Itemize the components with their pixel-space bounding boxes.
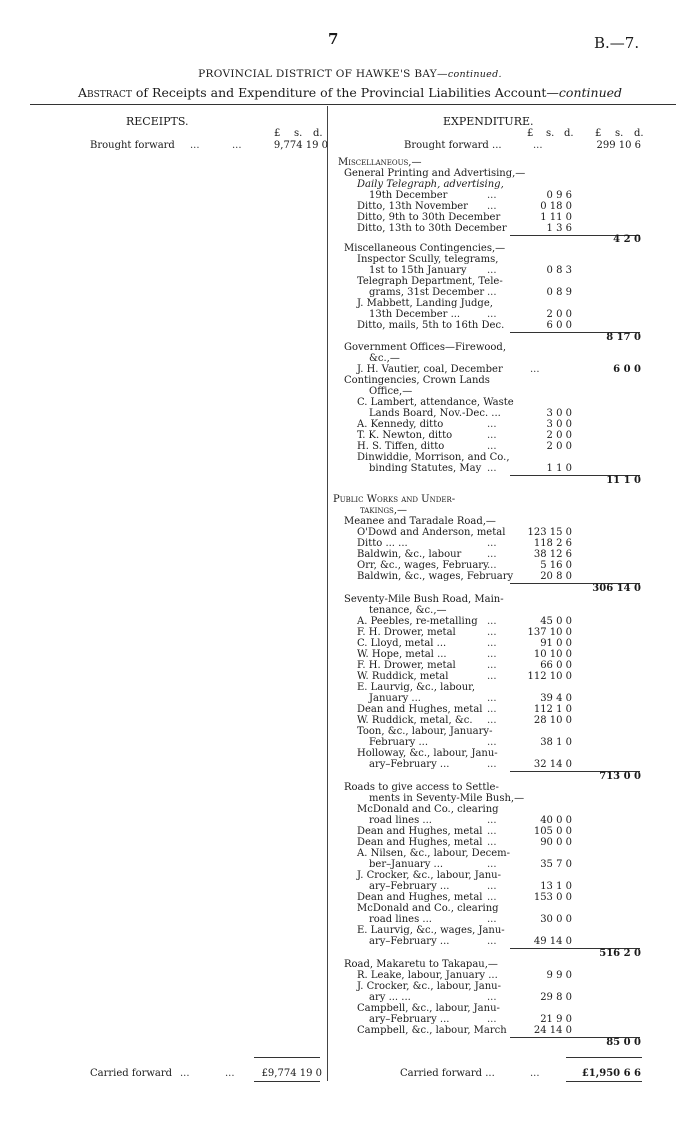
section-total: 306 14 0 xyxy=(592,583,641,594)
leader-dots: ... xyxy=(487,914,497,925)
entry-description: 19th December xyxy=(369,190,448,201)
expenditure-carried-forward-label: Carried forward ... xyxy=(400,1068,495,1079)
entry-description: McDonald and Co., clearing xyxy=(357,903,499,914)
entry-description: Baldwin, &c., labour xyxy=(357,549,462,560)
leader-dots: ... xyxy=(487,715,497,726)
entry-amount: 1 11 0 xyxy=(540,212,572,223)
entry-description: Roads to give access to Settle- xyxy=(344,782,499,793)
entry-description: E. Laurvig, &c., wages, Janu- xyxy=(357,925,505,936)
entry-amount: 21 9 0 xyxy=(540,1014,572,1025)
entry-amount: 6 0 0 xyxy=(546,320,572,331)
leader-dots: ... xyxy=(487,759,497,770)
expenditure-total-rule xyxy=(566,1057,642,1058)
entry-description: binding Statutes, May xyxy=(369,463,482,474)
leader-dots: ... xyxy=(487,287,497,298)
leader-dots: ... xyxy=(180,1068,190,1079)
leader-dots: ... xyxy=(487,419,497,430)
entry-description: &c.,— xyxy=(369,353,400,364)
entry-description: Orr, &c., wages, February xyxy=(357,560,489,571)
amount-text: 9,774 19 0 xyxy=(273,140,328,151)
section-total: 85 0 0 xyxy=(606,1037,641,1048)
column-divider xyxy=(327,106,328,1081)
subtitle-abstract: Abstract xyxy=(77,85,132,100)
entry-amount: 0 18 0 xyxy=(540,201,572,212)
entry-description: ary–February ... xyxy=(369,881,450,892)
entry-description: Ditto, mails, 5th to 16th Dec. xyxy=(357,320,505,331)
entry-description: Inspector Scully, telegrams, xyxy=(357,254,499,265)
entry-description: Seventy-Mile Bush Road, Main- xyxy=(344,594,504,605)
entry-description: Holloway, &c., labour, Janu- xyxy=(357,748,498,759)
entry-amount: 90 0 0 xyxy=(540,837,572,848)
entry-description: A. Nilsen, &c., labour, Decem- xyxy=(357,848,510,859)
entry-amount: 66 0 0 xyxy=(540,660,572,671)
leader-dots: ... xyxy=(487,815,497,826)
leader-dots: ... xyxy=(487,549,497,560)
entry-description: Ditto ... ... xyxy=(357,538,408,549)
document-title xyxy=(0,68,700,80)
entry-amount: 32 14 0 xyxy=(533,759,572,770)
leader-dots: ... xyxy=(487,693,497,704)
entry-amount: 29 8 0 xyxy=(540,992,572,1003)
expenditure-heading: EXPENDITURE. xyxy=(443,115,534,128)
amount-text: 299 10 6 xyxy=(596,140,641,151)
document-subtitle xyxy=(0,85,700,100)
entry-description: J. Crocker, &c., labour, Janu- xyxy=(357,981,501,992)
entry-amount: 1 1 0 xyxy=(546,463,572,474)
entry-amount: 30 0 0 xyxy=(540,914,572,925)
title-main: PROVINCIAL DISTRICT OF HAWKE'S BAY— xyxy=(198,68,448,80)
leader-dots: ... xyxy=(487,1014,497,1025)
leader-dots: ... xyxy=(487,859,497,870)
document-reference: B.—7. xyxy=(594,34,640,52)
entry-description: Baldwin, &c., wages, February xyxy=(357,571,514,582)
expenditure-carried-forward-total xyxy=(582,1068,641,1079)
leader-dots: ... xyxy=(487,826,497,837)
entry-description: W. Hope, metal ... xyxy=(357,649,447,660)
entry-description: Ditto, 13th November xyxy=(357,201,468,212)
section-total: 8 17 0 xyxy=(606,332,641,343)
entry-description: January ... xyxy=(369,693,421,704)
entry-description: O'Dowd and Anderson, metal xyxy=(357,527,506,538)
entry-amount: 5 16 0 xyxy=(540,560,572,571)
entry-description: grams, 31st December xyxy=(369,287,485,298)
amount-text: £9,774 19 0 xyxy=(261,1068,322,1079)
entry-amount: 112 1 0 xyxy=(533,704,572,715)
receipts-total-rule xyxy=(254,1057,320,1058)
exp-col-total-pence: d. xyxy=(634,128,644,139)
entry-amount: 39 4 0 xyxy=(540,693,572,704)
leader-dots: ... xyxy=(487,201,497,212)
receipts-carried-forward-label: Carried forward xyxy=(90,1068,173,1079)
expenditure-brought-forward-total xyxy=(596,140,641,151)
entry-amount: 10 10 0 xyxy=(533,649,572,660)
entry-description: ary–February ... xyxy=(369,759,450,770)
entry-amount: 2 0 0 xyxy=(546,430,572,441)
leader-dots: ... xyxy=(487,660,497,671)
subtitle-main: of Receipts and Expenditure of the Provincial Liabilities Account— xyxy=(131,85,559,100)
receipts-carried-forward-amount xyxy=(262,1068,322,1079)
entry-description: C. Lambert, attendance, Waste xyxy=(357,397,514,408)
leader-dots: ... xyxy=(530,1068,540,1079)
entry-description: Dean and Hughes, metal xyxy=(357,837,483,848)
leader-dots: ... xyxy=(487,638,497,649)
entry-description: 13th December ... xyxy=(369,309,461,320)
entry-description: Lands Board, Nov.-Dec. ... xyxy=(369,408,501,419)
title-continued: continued. xyxy=(447,69,502,80)
subtitle-continued: continued xyxy=(558,85,623,100)
leader-dots: ... xyxy=(487,616,497,627)
entry-description: road lines ... xyxy=(369,914,432,925)
entry-description: Ditto, 9th to 30th December xyxy=(357,212,501,223)
leader-dots: ... xyxy=(487,627,497,638)
entry-description: F. H. Drower, metal xyxy=(357,627,456,638)
entry-description: ary–February ... xyxy=(369,1014,450,1025)
entry-amount: 49 14 0 xyxy=(533,936,572,947)
entry-description: Daily Telegraph, advertising, xyxy=(357,179,504,190)
entry-amount: 35 7 0 xyxy=(540,859,572,870)
leader-dots: ... xyxy=(190,140,200,151)
entry-amount: 2 0 0 xyxy=(546,441,572,452)
exp-col-total-shillings: s. xyxy=(615,128,624,139)
entry-amount: 9 9 0 xyxy=(546,970,572,981)
receipts-brought-forward-amount xyxy=(274,140,328,151)
entry-amount: 2 0 0 xyxy=(546,309,572,320)
entry-description: road lines ... xyxy=(369,815,432,826)
expenditure-total-rule-bottom xyxy=(566,1081,642,1082)
entry-description: Ditto, 13th to 30th December xyxy=(357,223,507,234)
receipts-col-pence: d. xyxy=(313,128,323,139)
entry-description: E. Laurvig, &c., labour, xyxy=(357,682,476,693)
section-total: 713 0 0 xyxy=(599,771,641,782)
entry-description: J. H. Vautier, coal, December xyxy=(357,364,503,375)
entry-description: Campbell, &c., labour, Janu- xyxy=(357,1003,500,1014)
entry-description: Miscellaneous Contingencies,— xyxy=(344,243,506,254)
section-total: 516 2 0 xyxy=(599,948,641,959)
header-rule xyxy=(30,104,676,105)
entry-description: ber–January ... xyxy=(369,859,444,870)
entry-description: T. K. Newton, ditto xyxy=(357,430,453,441)
entry-amount: 40 0 0 xyxy=(540,815,572,826)
entry-amount: 118 2 6 xyxy=(533,538,572,549)
section-total: 4 2 0 xyxy=(613,234,641,245)
leader-dots: ... xyxy=(530,364,540,375)
leader-dots: ... xyxy=(487,649,497,660)
entry-amount: 24 14 0 xyxy=(533,1025,572,1036)
entry-description: Dean and Hughes, metal xyxy=(357,826,483,837)
leader-dots: ... xyxy=(533,140,543,151)
entry-amount: 28 10 0 xyxy=(533,715,572,726)
leader-dots: ... xyxy=(487,463,497,474)
leader-dots: ... xyxy=(487,704,497,715)
entry-description: W. Ruddick, metal xyxy=(357,671,449,682)
leader-dots: ... xyxy=(487,560,497,571)
section-total: 11 1 0 xyxy=(606,475,641,486)
entry-description: Office,— xyxy=(369,386,413,397)
entry-description: February ... xyxy=(369,737,429,748)
entry-description: Toon, &c., labour, January- xyxy=(357,726,493,737)
leader-dots: ... xyxy=(487,992,497,1003)
leader-dots: ... xyxy=(487,190,497,201)
entry-amount: 1 3 6 xyxy=(546,223,572,234)
entry-description: Dean and Hughes, metal xyxy=(357,704,483,715)
entry-description: Public Works and Under- xyxy=(333,494,456,505)
receipts-col-pounds: £ xyxy=(274,128,281,139)
exp-col-pence: d. xyxy=(564,128,574,139)
leader-dots: ... xyxy=(487,936,497,947)
entry-description: McDonald and Co., clearing xyxy=(357,804,499,815)
entry-amount: 0 9 6 xyxy=(546,190,572,201)
entry-amount: 0 8 9 xyxy=(546,287,572,298)
leader-dots: ... xyxy=(487,737,497,748)
entry-description: W. Ruddick, metal, &c. xyxy=(357,715,473,726)
receipts-brought-forward-label: Brought forward xyxy=(90,140,175,151)
entry-description: Dean and Hughes, metal xyxy=(357,892,483,903)
entry-amount: 0 8 3 xyxy=(546,265,572,276)
entry-description: A. Peebles, re-metalling xyxy=(357,616,478,627)
entry-amount: 3 0 0 xyxy=(546,419,572,430)
entry-description: Government Offices—Firewood, xyxy=(344,342,507,353)
leader-dots: ... xyxy=(487,671,497,682)
entry-amount: 105 0 0 xyxy=(533,826,572,837)
entry-description: Dinwiddie, Morrison, and Co., xyxy=(357,452,510,463)
entry-amount: 38 12 6 xyxy=(533,549,572,560)
entry-amount: 20 8 0 xyxy=(540,571,572,582)
entry-description: Miscellaneous,— xyxy=(338,157,422,168)
leader-dots: ... xyxy=(487,892,497,903)
entry-amount: 3 0 0 xyxy=(546,408,572,419)
entry-description: Road, Makaretu to Takapau,— xyxy=(344,959,498,970)
leader-dots: ... xyxy=(487,441,497,452)
exp-col-pounds: £ xyxy=(527,128,534,139)
section-total: 6 0 0 xyxy=(613,364,641,375)
entry-amount: 13 1 0 xyxy=(540,881,572,892)
entry-description: ments in Seventy-Mile Bush,— xyxy=(369,793,525,804)
entry-description: R. Leake, labour, January ... xyxy=(357,970,498,981)
entry-description: General Printing and Advertising,— xyxy=(344,168,526,179)
entry-description: ary–February ... xyxy=(369,936,450,947)
entry-description: 1st to 15th January xyxy=(369,265,467,276)
exp-col-shillings: s. xyxy=(546,128,555,139)
entry-amount: 45 0 0 xyxy=(540,616,572,627)
entry-description: H. S. Tiffen, ditto xyxy=(357,441,445,452)
entry-description: F. H. Drower, metal xyxy=(357,660,456,671)
entry-description: takings,— xyxy=(360,505,408,516)
entry-description: Meanee and Taradale Road,— xyxy=(344,516,496,527)
entry-description: J. Mabbett, Landing Judge, xyxy=(357,298,493,309)
entry-amount: 137 10 0 xyxy=(527,627,572,638)
entry-description: C. Lloyd, metal ... xyxy=(357,638,447,649)
receipts-heading: RECEIPTS. xyxy=(126,115,189,128)
entry-description: Telegraph Department, Tele- xyxy=(357,276,503,287)
page-number: 7 xyxy=(328,30,339,48)
entry-amount: 112 10 0 xyxy=(527,671,572,682)
exp-col-total-pounds: £ xyxy=(595,128,602,139)
entry-amount: 153 0 0 xyxy=(533,892,572,903)
entry-description: Contingencies, Crown Lands xyxy=(344,375,490,386)
leader-dots: ... xyxy=(487,881,497,892)
amount-text: £1,950 6 6 xyxy=(581,1068,641,1079)
leader-dots: ... xyxy=(487,538,497,549)
entry-amount: 38 1 0 xyxy=(540,737,572,748)
receipts-col-shillings: s. xyxy=(294,128,303,139)
entry-description: ary ... ... xyxy=(369,992,411,1003)
entry-description: tenance, &c.,— xyxy=(369,605,447,616)
expenditure-brought-forward-label: Brought forward ... xyxy=(404,140,502,151)
leader-dots: ... xyxy=(487,309,497,320)
entry-amount: 123 15 0 xyxy=(527,527,572,538)
entry-description: A. Kennedy, ditto xyxy=(357,419,444,430)
leader-dots: ... xyxy=(225,1068,235,1079)
receipts-total-rule-bottom xyxy=(254,1081,320,1082)
leader-dots: ... xyxy=(487,430,497,441)
entry-description: Campbell, &c., labour, March xyxy=(357,1025,507,1036)
leader-dots: ... xyxy=(487,837,497,848)
entry-description: J. Crocker, &c., labour, Janu- xyxy=(357,870,501,881)
leader-dots: ... xyxy=(487,265,497,276)
entry-amount: 91 0 0 xyxy=(540,638,572,649)
leader-dots: ... xyxy=(232,140,242,151)
